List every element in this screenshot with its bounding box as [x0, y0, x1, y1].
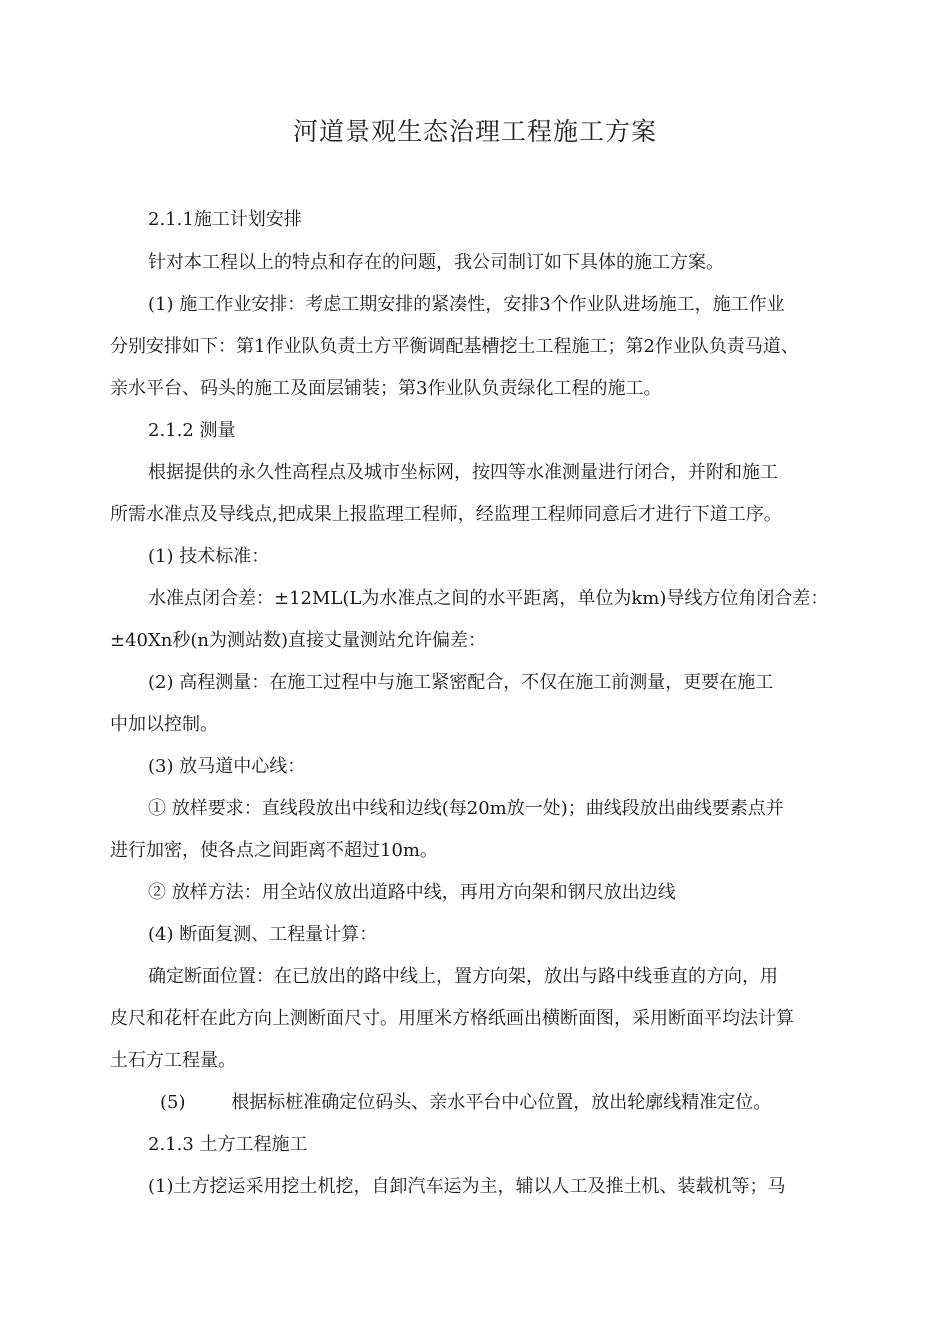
paragraph-line: 分别安排如下：第1作业队负责土方平衡调配基槽挖土工程施工；第2作业队负责马道、: [110, 336, 799, 357]
paragraph-line: 土石方工程量。: [110, 1050, 236, 1071]
paragraph-line: ② 放样方法：用全站仪放出道路中线，再用方向架和钢尺放出边线: [148, 882, 676, 903]
paragraph-line: 亲水平台、码头的施工及面层铺装；第3作业队负责绿化工程的施工。: [110, 378, 662, 399]
paragraph-line: 确定断面位置：在已放出的路中线上，置方向架，放出与路中线垂直的方向，用: [148, 966, 778, 987]
paragraph-line: (5) 根据标桩准确定位码头、亲水平台中心位置，放出轮廓线精准定位。: [160, 1092, 772, 1113]
paragraph-line: (3) 放马道中心线：: [148, 756, 306, 777]
section-heading-2-1-1: 2.1.1施工计划安排: [148, 209, 302, 230]
section-heading-2-1-3: 2.1.3 土方工程施工: [148, 1134, 308, 1155]
paragraph-line: ① 放样要求：直线段放出中线和边线(每20m放一处)；曲线段放出曲线要素点并: [148, 798, 784, 819]
section-heading-2-1-2: 2.1.2 测量: [148, 420, 236, 441]
paragraph-line: 根据提供的永久性高程点及城市坐标网，按四等水准测量进行闭合，并附和施工: [148, 462, 778, 483]
paragraph-line: 中加以控制。: [110, 714, 218, 735]
paragraph-line: 所需水准点及导线点,把成果上报监理工程师，经监理工程师同意后才进行下道工序。: [110, 504, 782, 525]
paragraph-line: (2) 高程测量：在施工过程中与施工紧密配合，不仅在施工前测量，更要在施工: [148, 672, 774, 693]
paragraph-line: (1) 技术标准：: [148, 546, 270, 567]
document-title: 河道景观生态治理工程施工方案: [292, 117, 657, 146]
paragraph-line: (1)土方挖运采用挖土机挖，自卸汽车运为主，辅以人工及推土机、装载机等；马: [148, 1176, 786, 1197]
paragraph-line: 皮尺和花杆在此方向上测断面尺寸。用厘米方格纸画出横断面图，采用断面平均法计算: [110, 1008, 794, 1029]
paragraph-line: (1) 施工作业安排：考虑工期安排的紧凑性，安排3个作业队进场施工，施工作业: [148, 294, 785, 315]
paragraph-line: 水准点闭合差：±12ML(L为水准点之间的水平距离，单位为km)导线方位角闭合差：: [148, 588, 829, 609]
paragraph-line: (4) 断面复测、工程量计算：: [148, 924, 378, 945]
paragraph-line: 进行加密，使各点之间距离不超过10m。: [110, 840, 438, 861]
paragraph-line: ±40Xn秒(n为测站数)直接丈量测站允许偏差：: [110, 630, 487, 651]
paragraph-line: 针对本工程以上的特点和存在的问题，我公司制订如下具体的施工方案。: [148, 252, 724, 273]
